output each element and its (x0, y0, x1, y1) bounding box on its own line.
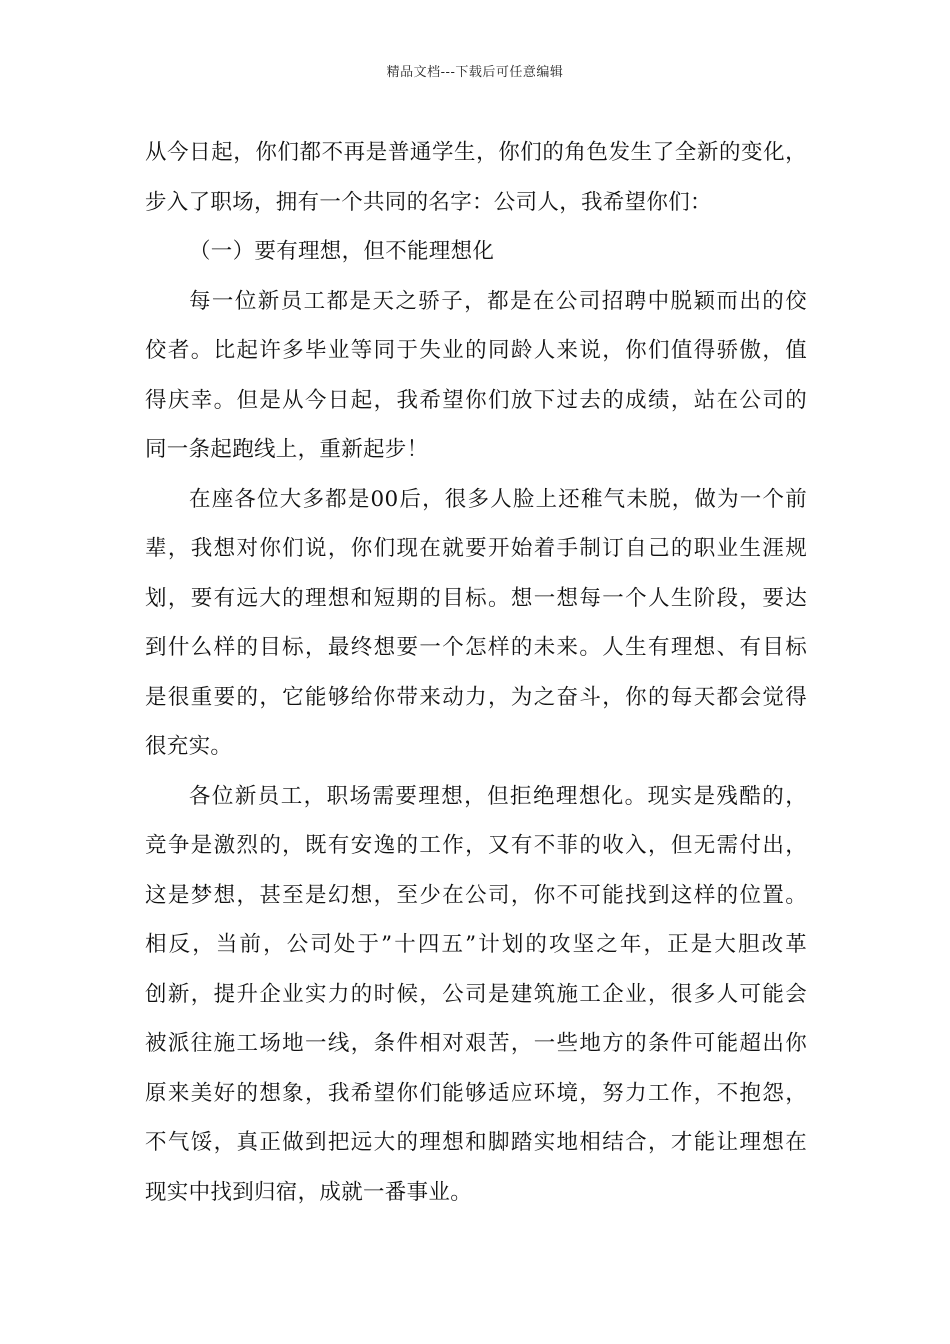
text-line: 到什么样的目标，最终想要一个怎样的未来。人生有理想、有目标 (145, 635, 807, 660)
text-line: 不气馁，真正做到把远大的理想和脚踏实地相结合，才能让理想在 (145, 1130, 807, 1155)
paragraph-3 (145, 475, 807, 772)
text-line: 这是梦想，甚至是幻想，至少在公司，你不可能找到这样的位置。 (145, 882, 807, 908)
text-line: 在座各位大多都是00后，很多人脸上还稚气未脱，做为一个前 (189, 486, 807, 512)
text-line: 同一条起跑线上，重新起步！ (145, 437, 429, 462)
section-heading: （一）要有理想，但不能理想化 (189, 239, 495, 264)
text-line: 现实中找到归宿，成就一番事业。 (145, 1179, 473, 1205)
page-header: 精品文档---下载后可任意编辑 (386, 65, 564, 80)
text-line: 步入了职场，拥有一个共同的名字：公司人，我希望你们： (145, 189, 712, 215)
text-line: 从今日起，你们都不再是普通学生，你们的角色发生了全新的变化， (145, 140, 807, 165)
text-line: 佼者。比起许多毕业等同于失业的同龄人来说，你们值得骄傲，值 (145, 338, 807, 363)
text-line: 是很重要的，它能够给你带来动力，为之奋斗，你的每天都会觉得 (145, 684, 807, 710)
text-line: 创新，提升企业实力的时候，公司是建筑施工企业，很多人可能会 (145, 981, 807, 1007)
text-line: 划，要有远大的理想和短期的目标。想一想每一个人生阶段，要达 (145, 585, 807, 611)
text-line: 辈，我想对你们说，你们现在就要开始着手制订自己的职业生涯规 (145, 536, 807, 561)
text-line: 很充实。 (145, 734, 233, 759)
text-line: 原来美好的想象，我希望你们能够适应环境，努力工作，不抱怨， (145, 1080, 807, 1106)
paragraph-2 (145, 277, 807, 475)
text-line: 得庆幸。但是从今日起，我希望你们放下过去的成绩，站在公司的 (145, 387, 807, 413)
text-line: 各位新员工，职场需要理想，但拒绝理想化。现实是残酷的， (189, 783, 807, 809)
paragraph-4 (145, 772, 807, 1218)
text-line: 相反，当前，公司处于”十四五”计划的攻坚之年，正是大胆改革 (145, 932, 807, 957)
document-body (145, 128, 807, 1217)
text-line: 被派往施工场地一线，条件相对艰苦，一些地方的条件可能超出你 (145, 1031, 807, 1056)
text-line: 每一位新员工都是天之骄子，都是在公司招聘中脱颖而出的佼 (189, 288, 807, 314)
text-line: 竞争是激烈的，既有安逸的工作，又有不菲的收入，但无需付出， (145, 833, 807, 858)
paragraph-intro (145, 128, 807, 227)
